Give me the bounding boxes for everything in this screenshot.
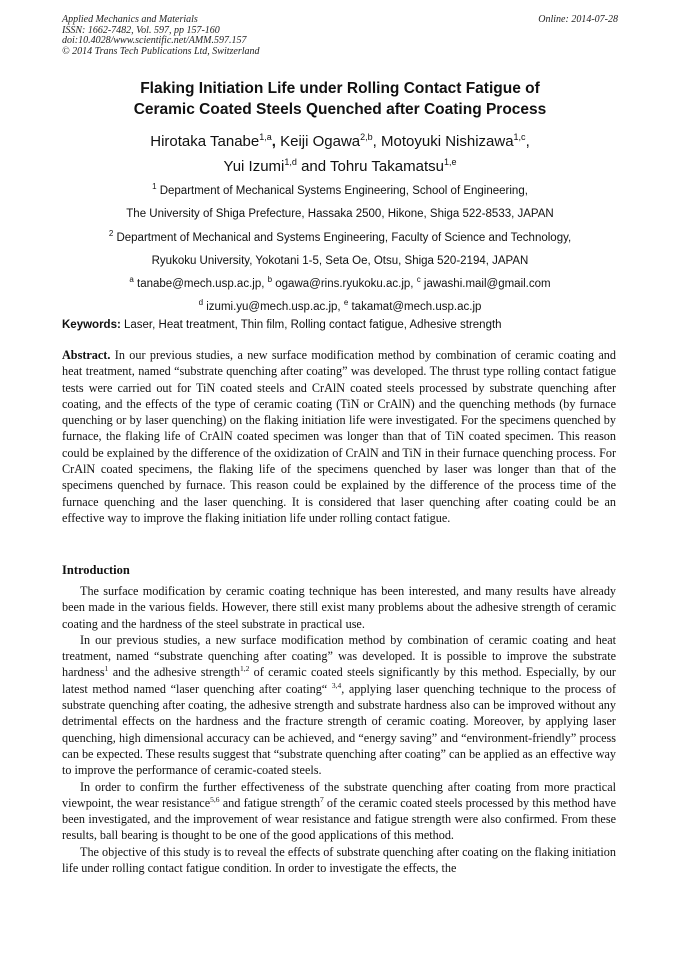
email-line-1: $^a$ tanabe@mech.usp.ac.jp, $^b$ ogawa@rins.ryukoku.ac.jp, $^c$ jawashi.mail@gmail.com: [129, 275, 551, 291]
section-heading-introduction: Introduction: [62, 563, 130, 577]
paragraph: The surface modification by ceramic coating technique has been interested, and many results have already been made in the various fields. However, there still exist many problems about the adhesive strength of ceramic coating and the hardness of the steel substrate in practical use.: [62, 584, 616, 631]
author-name: Hirotaka Tanabe: [150, 133, 260, 150]
author-line-1: Hirotaka Tanabe$^{1,a}$, Keiji Ogawa$^{2,b}$, Motoyuki Nishizawa$^{1,c}$,: [150, 132, 530, 150]
author-affil-mark: 1,a: [259, 132, 272, 142]
journal-name: Applied Mechanics and Materials: [62, 14, 198, 25]
author-affil-mark: 1,e: [443, 157, 457, 167]
affiliation-2-line-2: Ryukoku University, Yokotani 1-5, Seta Oe, Otsu, Shiga 520-2194, JAPAN: [151, 254, 529, 267]
copyright-line: © 2014 Trans Tech Publications Ltd, Switzerland: [62, 45, 260, 57]
author-affil-mark: 1,d: [284, 157, 297, 167]
author-name: Motoyuki Nishizawa: [381, 133, 514, 150]
author-affil-mark: 2,b: [360, 132, 373, 142]
affiliation-2-line-1: $^2$ Department of Mechanical and Systems Engineering, Faculty of Science and Technology,: [108, 228, 572, 244]
doi-line: doi:10.4028/www.scientific.net/AMM.597.157: [62, 35, 247, 46]
author-line-2: Yui Izumi$^{1,d}$ and Tohru Takamatsu$^{1,e}$: [223, 157, 457, 175]
citation: 5,6: [210, 794, 220, 804]
keywords: [62, 317, 618, 333]
citation: 1: [104, 664, 109, 674]
author-name: Keiji Ogawa: [280, 133, 361, 150]
journal-header: [62, 15, 618, 57]
paragraph: In order to confirm the further effectiveness of the substrate quenching after coating from more practical viewpoint, the wear resistance$^{5,6}$ and fatigue strength$^7$ of the ceramic coated steels processed by this method have been investigated, and the improvement of wear resistance and fatigue strength were also confirmed. From these results, ball bearing is thought to be one of the good applications of this method.: [62, 779, 616, 843]
author-affil-mark: 1,c: [513, 132, 526, 142]
abstract: [62, 347, 616, 526]
paragraph: The objective of this study is to reveal the effects of substrate quenching after coating on the flaking initiation life under rolling contact fatigue condition. In order to investigate the effects, the: [62, 844, 616, 876]
issn-line: ISSN: 1662-7482, Vol. 597, pp 157-160: [62, 24, 220, 36]
affiliation-1-line-2: The University of Shiga Prefecture, Hassaka 2500, Hikone, Shiga 522-8533, JAPAN: [126, 208, 554, 221]
online-date: Online: 2014-07-28: [538, 14, 618, 25]
paper-title: [62, 78, 618, 120]
email-link[interactable]: jawashi.mail@gmail.com: [420, 278, 551, 291]
keywords-label: Keywords:: [62, 319, 121, 331]
title-line-2: Ceramic Coated Steels Quenched after Coating Process: [133, 101, 547, 118]
email-link[interactable]: takamat@mech.usp.ac.jp: [348, 301, 482, 314]
affiliations: [62, 180, 618, 320]
email-link[interactable]: ogawa@rins.ryukoku.ac.jp,: [272, 278, 417, 291]
author-list: [62, 129, 618, 179]
paragraph: In our previous studies, a new surface modification method by combination of ceramic coating and heat treatment, named “substrate quenching after coating” was developed. It is possible to improve the substrate hardness$^1$ and the adhesive strength$^{1,2}$ of ceramic coated steels significantly by this method. Especially, by our latest method named “laser quenching after coating“ $^{3,4}$, applying laser quenching technique to the process of substrate quenching after coating, the adhesive strength and substrate hardness also can be improved without any detrimental effects on the hardness and the fracture strength of ceramic coating. Moreover, by applying laser quenching, high dimensional accuracy can be achieved, and “energy saving” and “environment-friendly” process can be expected. These results suggest that “substrate quenching after coating” can be applied as an effective way to improve the performance of ceramic-coated steels.: [62, 632, 616, 778]
abstract-label: Abstract.: [62, 348, 111, 362]
author-name: Yui Izumi: [223, 158, 285, 175]
email-link[interactable]: izumi.yu@mech.usp.ac.jp,: [203, 301, 344, 314]
citation: 1,2: [239, 664, 250, 674]
abstract-text: In our previous studies, a new surface modification method by combination of ceramic coating and heat treatment, named “substrate quenching after coating” was developed. The thrust type rolling contact fatigue tests were carried out for TiN coated steels and CrAlN coated steels processed by substrate quenching after coating, and the effects of the type of ceramic coating (TiN or CrAlN) and the quenching methods (by furnace quenching or by laser quenching) on the flaking initiation life were investigated. For the specimens quenched by furnace, the flaking life of CrAlN coated specimen was longer than that of TiN coated specimen. This reason could be explained by the difference of the oxidization of CrAlN and TiN in their furnace quenching process. For CrAlN coated specimens, the flaking life of the specimens quenched by laser was longer than that of the specimens quenched by furnace. This reason could be explained by the difference of the process time of the furnace quenching and the laser quenching. It is considered that laser quenching after coating could be an effective way to improve the flaking initiation life under rolling contact fatigue.: [62, 348, 616, 525]
email-link[interactable]: tanabe@mech.usp.ac.jp,: [133, 278, 268, 291]
keywords-text: Laser, Heat treatment, Thin film, Rolling contact fatigue, Adhesive strength: [120, 319, 502, 331]
introduction-body: [62, 583, 616, 876]
affiliation-1-line-1: $^1$ Department of Mechanical Systems Engineering, School of Engineering,: [152, 182, 528, 197]
citation: 7: [319, 794, 324, 804]
email-line-2: $^d$ izumi.yu@mech.usp.ac.jp, $^e$ takamat@mech.usp.ac.jp: [198, 298, 482, 314]
title-line-1: Flaking Initiation Life under Rolling Contact Fatigue of: [140, 80, 540, 97]
author-name: Tohru Takamatsu: [330, 158, 444, 175]
citation: 3,4: [331, 680, 342, 690]
